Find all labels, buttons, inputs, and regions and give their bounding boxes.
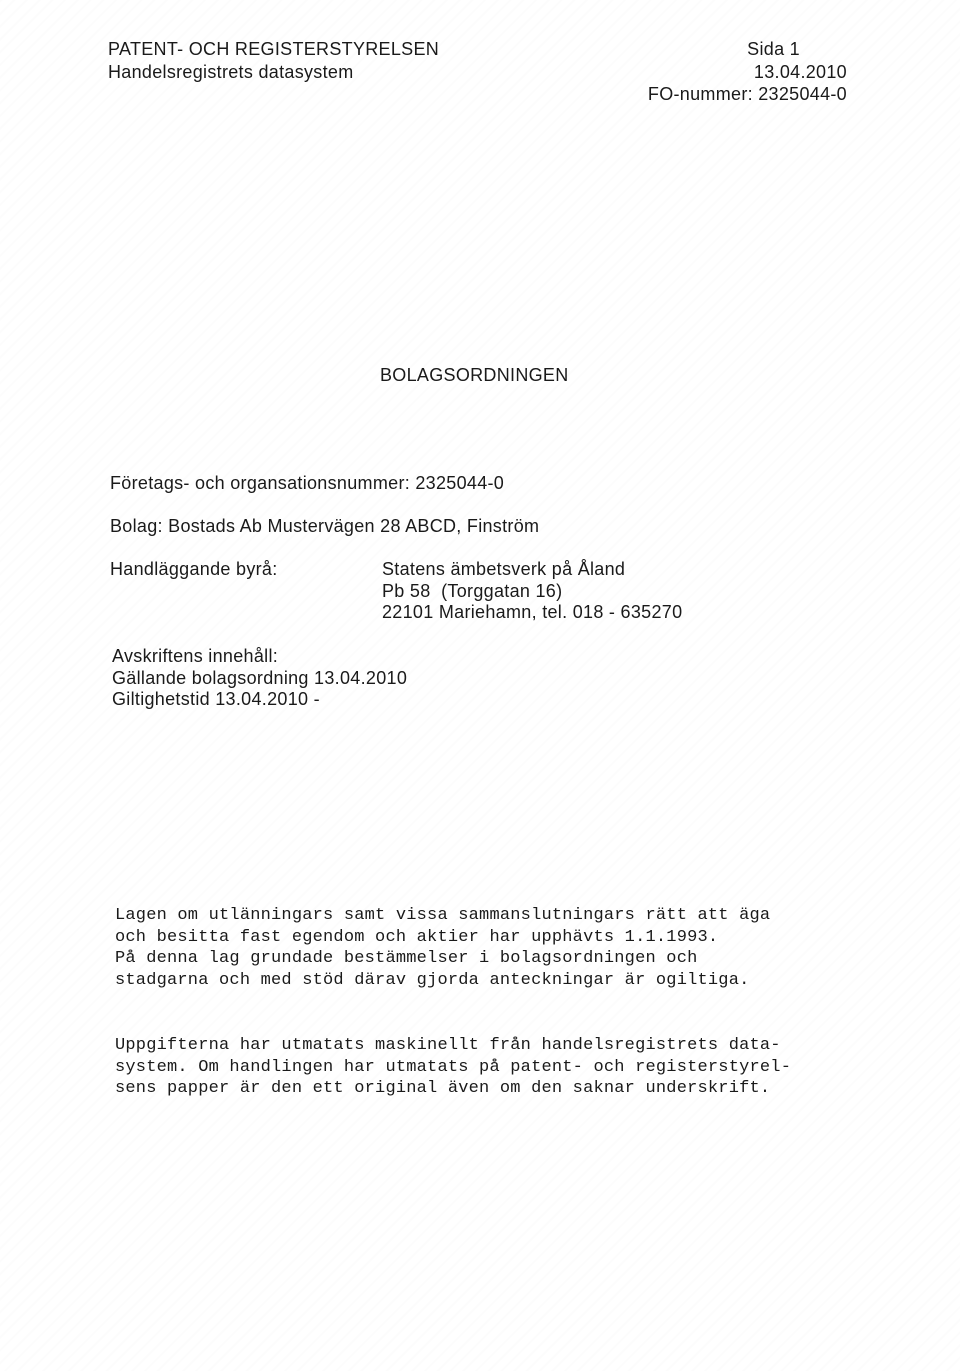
- system-name: Handelsregistrets datasystem: [108, 62, 354, 82]
- contents-line: Gällande bolagsordning 13.04.2010: [112, 668, 408, 688]
- contents-label: Avskriftens innehåll:: [112, 646, 279, 666]
- contents-line: Giltighetstid 13.04.2010 -: [112, 689, 320, 709]
- office-line: Pb 58 (Torggatan 16): [382, 581, 563, 601]
- page-number: Sida 1: [747, 39, 800, 59]
- agency-name: PATENT- OCH REGISTERSTYRELSEN: [108, 39, 440, 59]
- footer-line: Uppgifterna har utmatats maskinellt från handelsregistrets data-: [115, 1036, 781, 1055]
- document-title: BOLAGSORDNINGEN: [380, 365, 569, 385]
- office-label: Handläggande byrå:: [110, 559, 278, 579]
- law-notice-line: och besitta fast egendom och aktier har upphävts 1.1.1993.: [115, 928, 719, 947]
- company-name: Bolag: Bostads Ab Mustervägen 28 ABCD, Finström: [110, 516, 540, 536]
- org-number: Företags- och organsationsnummer: 2325044-0: [110, 473, 505, 493]
- law-notice-line: På denna lag grundade bestämmelser i bolagsordningen och: [115, 949, 698, 968]
- office-line: 22101 Mariehamn, tel. 018 - 635270: [382, 602, 683, 622]
- document-date: 13.04.2010: [753, 62, 847, 82]
- law-notice-line: stadgarna och med stöd därav gjorda anteckningar är ogiltiga.: [115, 971, 750, 990]
- footer-line: sens papper är den ett original även om den saknar underskrift.: [115, 1079, 771, 1098]
- office-line: Statens ämbetsverk på Åland: [382, 559, 626, 579]
- fo-number: FO-nummer: 2325044-0: [647, 84, 847, 104]
- footer-line: system. Om handlingen har utmatats på patent- och registerstyrel-: [115, 1058, 792, 1077]
- law-notice-line: Lagen om utlänningars samt vissa sammanslutningars rätt att äga: [115, 906, 771, 925]
